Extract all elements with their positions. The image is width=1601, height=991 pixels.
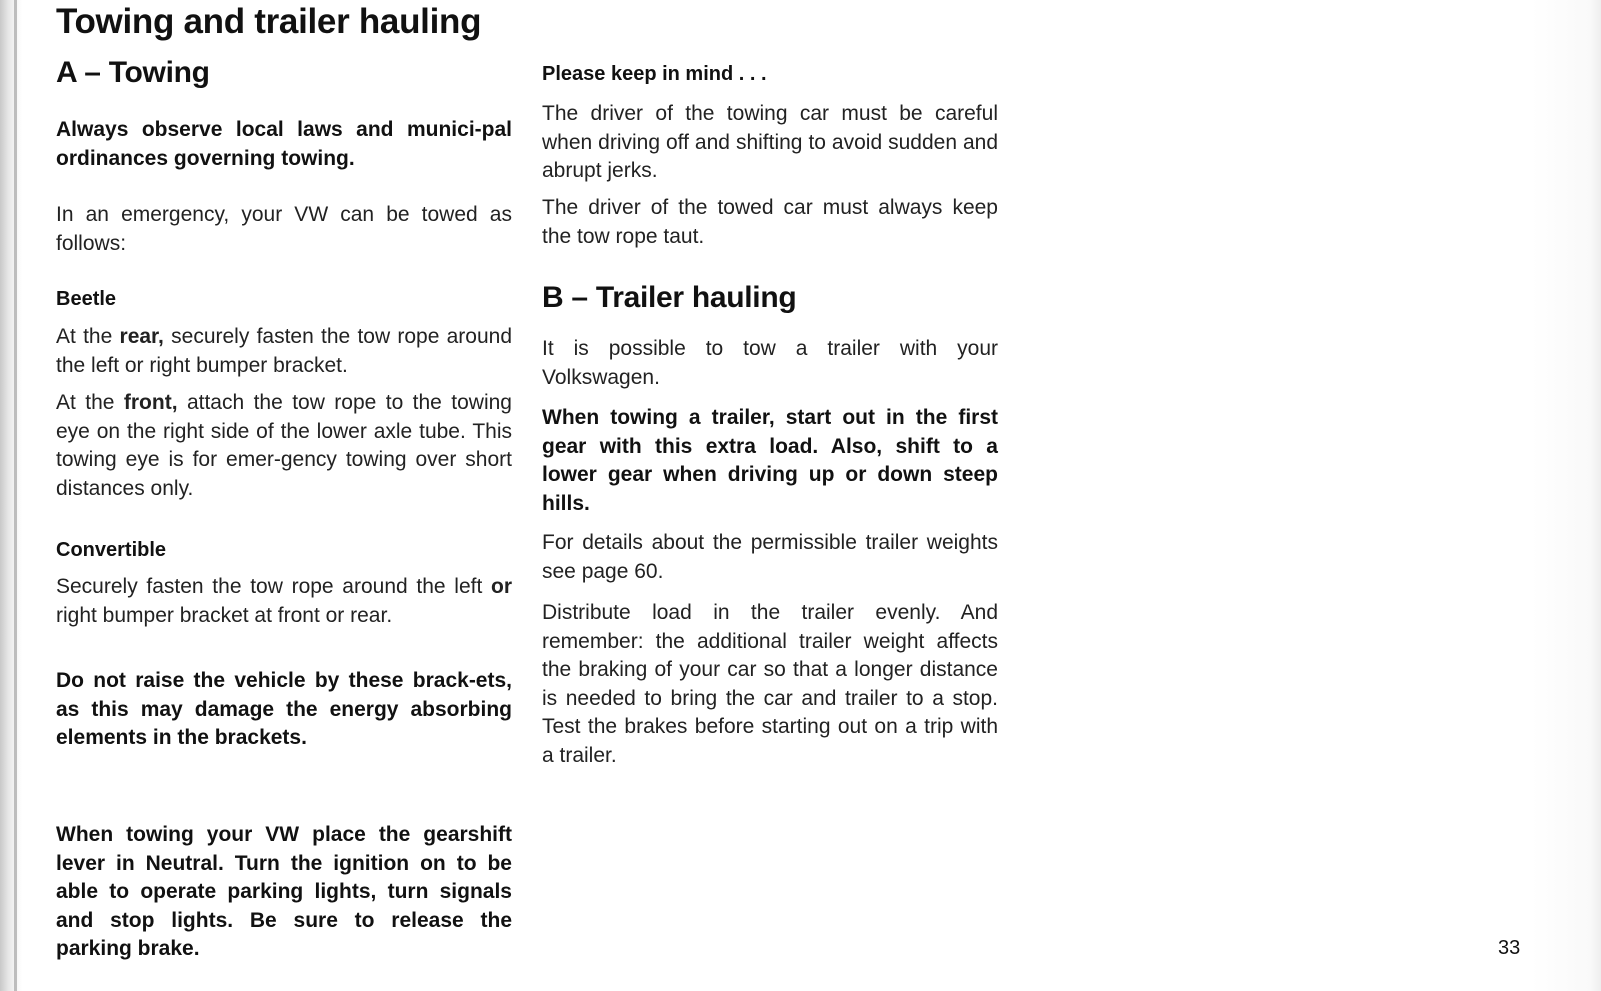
- beetle-front-lead: At the: [56, 391, 124, 414]
- convertible-fasten-lead: Securely fasten the tow rope around the left: [56, 575, 491, 598]
- page-number: 33: [1498, 937, 1521, 959]
- trailer-weights-paragraph: For details about the permissible trailer weights see page 60.: [542, 531, 998, 583]
- gearshift-note: When towing your VW place the gearshift lever in Neutral. Turn the ignition on to be able to operate parking lights, turn signals and stop lights. Be sure to release the parking brake.: [56, 823, 512, 960]
- laws-note: Always observe local laws and munici-pal ordinances governing towing.: [56, 118, 512, 170]
- page-title: Towing and trailer hauling: [56, 2, 482, 41]
- convertible-fasten-rest: right bumper bracket at front or rear.: [56, 603, 393, 627]
- towing-intro: In an emergency, your VW can be towed as follows:: [56, 203, 512, 255]
- convertible-fasten-emphasis: or: [491, 575, 512, 598]
- beetle-heading: Beetle: [56, 288, 117, 310]
- section-a-heading: A – Towing: [56, 56, 210, 89]
- beetle-front-rest: attach the tow rope to the towing eye on the right side of the lower axle tube. This towing eye is for emer-gency towing over short distances only.: [56, 391, 512, 500]
- beetle-rear-lead: At the: [56, 325, 120, 348]
- beetle-rear-rest: securely fasten the tow rope around the left or right bumper bracket.: [56, 325, 513, 377]
- towing-driver-paragraph: The driver of the towing car must be careful when driving off and shifting to avoid sudden and abrupt jerks.: [542, 102, 998, 182]
- book-binding-shadow: [0, 0, 22, 991]
- convertible-heading: Convertible: [56, 539, 167, 561]
- bracket-warning: Do not raise the vehicle by these brack-ets, as this may damage the energy absorbing elements in the brackets.: [56, 669, 512, 749]
- beetle-front-emphasis: front,: [123, 391, 178, 414]
- trailer-intro: It is possible to tow a trailer with your Volkswagen.: [542, 337, 998, 389]
- keep-in-mind-heading: Please keep in mind . . .: [542, 63, 767, 85]
- towed-driver-paragraph: The driver of the towed car must always keep the tow rope taut.: [542, 196, 998, 248]
- distribute-load-paragraph: Distribute load in the trailer evenly. And remember: the additional trailer weight affects the braking of your car so that a longer distance is needed to bring the car and trailer to a stop. Test the brakes before starting out on a trip with a trailer.: [542, 601, 998, 767]
- beetle-front-paragraph: [56, 389, 512, 503]
- beetle-rear-emphasis: rear,: [119, 325, 164, 348]
- convertible-fasten-paragraph: [56, 573, 512, 630]
- page-edge-shadow: [1531, 0, 1601, 991]
- beetle-rear-paragraph: [56, 323, 512, 380]
- trailer-gear-note: When towing a trailer, start out in the first gear with this extra load. Also, shift to a lower gear when driving up or down steep hills.: [542, 406, 998, 515]
- section-b-heading: B – Trailer hauling: [542, 281, 797, 314]
